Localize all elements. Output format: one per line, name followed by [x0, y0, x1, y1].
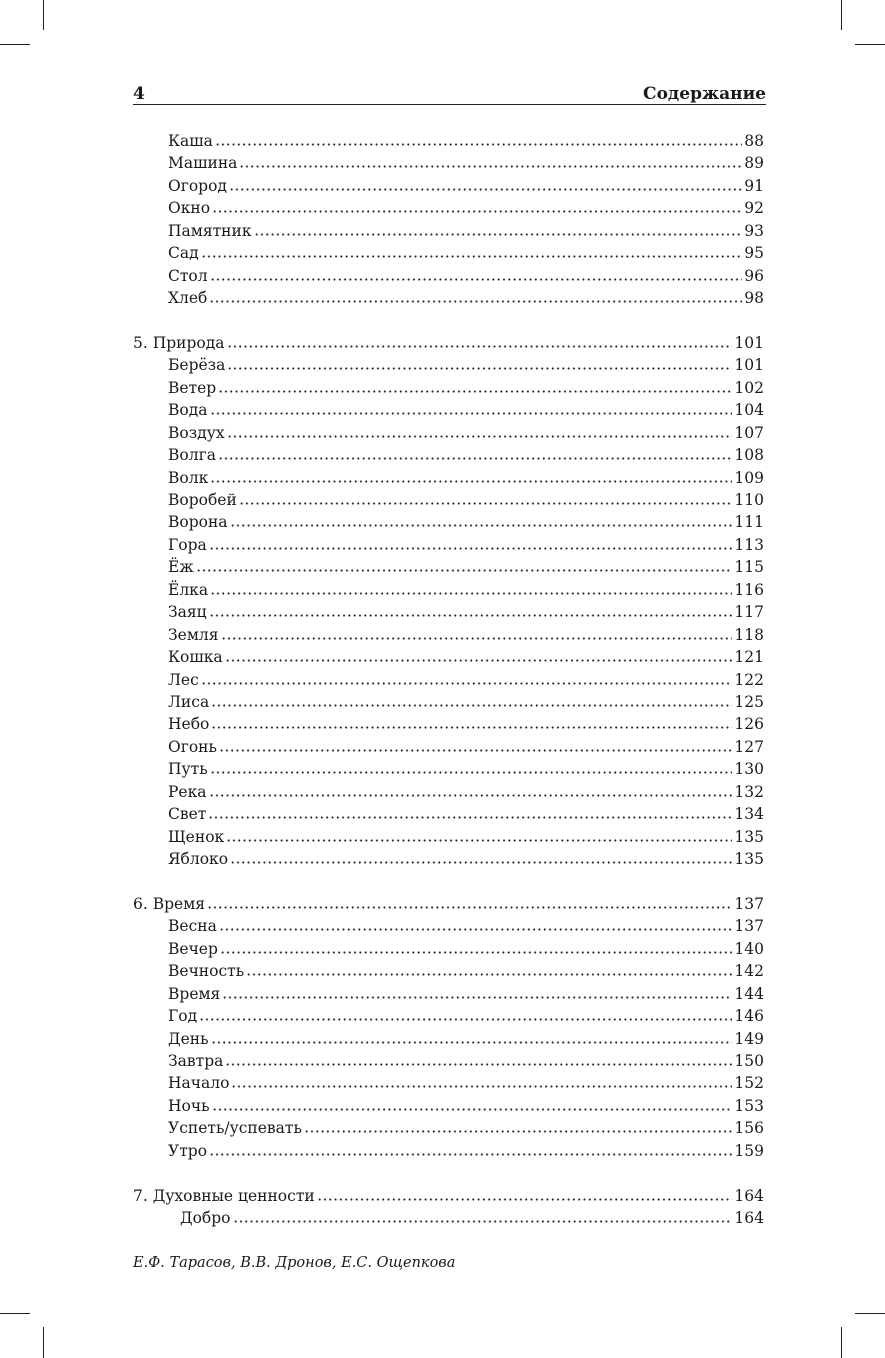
dot-leader	[221, 630, 733, 640]
toc-page-number: 107	[734, 423, 764, 442]
toc-page-number: 118	[734, 625, 764, 644]
toc-entry[interactable]	[133, 511, 764, 533]
dot-leader	[209, 787, 733, 797]
dot-leader	[230, 854, 732, 864]
toc-page-number: 101	[734, 356, 764, 375]
toc-page-number: 164	[734, 1209, 764, 1227]
toc-page-number: 137	[734, 917, 764, 936]
toc-label: 7. Духовные ценности	[133, 1186, 315, 1205]
toc-page-number: 153	[734, 1096, 764, 1115]
toc-page-number: 134	[734, 805, 764, 824]
toc-page-number: 127	[734, 737, 764, 756]
toc-label: Огонь	[168, 737, 217, 756]
toc-page-number: 96	[744, 266, 764, 285]
dot-leader	[210, 764, 733, 774]
toc-label: Каша	[168, 132, 213, 150]
toc-label: Сад	[168, 244, 199, 263]
dot-leader	[196, 562, 733, 572]
toc-label: Памятник	[168, 221, 252, 240]
toc-page-number: 116	[734, 580, 764, 599]
toc-label: 5. Природа	[133, 333, 225, 352]
toc-page-number: 149	[734, 1029, 764, 1048]
dot-leader	[233, 1213, 733, 1223]
toc-page-number: 89	[744, 154, 764, 173]
toc-entry[interactable]	[133, 1028, 764, 1050]
toc-entry[interactable]	[133, 848, 764, 870]
toc-page-number: 125	[734, 692, 764, 711]
toc-label: Время	[168, 984, 221, 1003]
running-header	[133, 84, 766, 105]
toc-page-number: 91	[744, 176, 764, 195]
dot-leader	[246, 966, 732, 976]
toc-label: Огород	[168, 176, 227, 195]
toc-label: Заяц	[168, 603, 207, 622]
dot-leader	[211, 719, 732, 729]
toc-label: Стол	[168, 266, 208, 285]
toc-entry[interactable]	[133, 197, 764, 219]
toc-entry[interactable]	[133, 803, 764, 825]
dot-leader	[227, 360, 732, 370]
toc-entry[interactable]	[133, 175, 764, 197]
toc-page-number: 122	[734, 670, 764, 689]
toc-label: Берёза	[168, 356, 226, 375]
dot-leader	[208, 809, 732, 819]
table-of-contents	[133, 130, 764, 1229]
toc-label: Вода	[168, 401, 208, 420]
toc-entry[interactable]	[133, 983, 764, 1005]
toc-entry[interactable]	[133, 399, 764, 421]
toc-entry[interactable]	[133, 377, 764, 399]
toc-label: Завтра	[168, 1051, 224, 1070]
dot-leader	[209, 293, 742, 303]
dot-leader	[227, 428, 733, 438]
toc-page-number: 150	[734, 1051, 764, 1070]
dot-leader	[207, 899, 732, 909]
crop-mark	[0, 44, 30, 45]
toc-label: Весна	[168, 917, 217, 936]
page-number: 4	[133, 84, 145, 104]
footer-authors: Е.Ф. Тарасов, В.В. Дронов, Е.С. Ощепкова	[133, 1255, 456, 1271]
toc-label: Хлеб	[168, 289, 208, 308]
dot-leader	[209, 540, 733, 550]
toc-label: Вечность	[168, 962, 245, 981]
dot-leader	[212, 203, 742, 213]
toc-entry[interactable]	[133, 601, 764, 623]
dot-leader	[219, 742, 732, 752]
toc-section[interactable]	[133, 893, 764, 915]
toc-entry[interactable]	[133, 534, 764, 556]
toc-label: Год	[168, 1007, 198, 1026]
toc-entry[interactable]	[133, 938, 764, 960]
toc-entry[interactable]	[133, 444, 764, 466]
toc-label: Щенок	[168, 827, 225, 846]
crop-mark	[855, 44, 885, 45]
toc-entry[interactable]	[133, 242, 764, 264]
dot-leader	[199, 1011, 732, 1021]
toc-page-number: 95	[744, 244, 764, 263]
toc-entry[interactable]	[133, 1050, 764, 1072]
toc-label: Ночь	[168, 1096, 210, 1115]
toc-page-number: 101	[734, 333, 764, 352]
toc-entry[interactable]	[133, 713, 764, 735]
toc-label: Гора	[168, 535, 207, 554]
toc-page-number: 144	[734, 984, 764, 1003]
toc-page-number: 108	[734, 446, 764, 465]
dot-leader	[201, 675, 733, 685]
toc-page-number: 109	[734, 468, 764, 487]
toc-label: Окно	[168, 199, 211, 218]
toc-label: 6. Время	[133, 894, 206, 913]
dot-leader	[225, 652, 733, 662]
blank-line	[133, 1162, 764, 1184]
toc-section[interactable]	[133, 332, 764, 354]
toc-entry[interactable]	[133, 579, 764, 601]
toc-label: Воробей	[168, 491, 237, 509]
dot-leader	[239, 495, 733, 505]
toc-entry[interactable]	[133, 960, 764, 982]
toc-page-number: 98	[744, 289, 764, 308]
toc-label: Ёж	[168, 558, 194, 577]
toc-page-number: 132	[734, 782, 764, 801]
dot-leader	[211, 697, 732, 707]
dot-leader	[229, 181, 742, 191]
toc-page-number: 140	[734, 939, 764, 958]
toc-label: Лиса	[168, 692, 210, 711]
dot-leader	[201, 248, 743, 258]
dot-leader	[254, 226, 743, 236]
dot-leader	[210, 271, 743, 281]
toc-entry[interactable]	[133, 781, 764, 803]
toc-label: Лес	[168, 670, 199, 689]
toc-entry[interactable]	[133, 467, 764, 489]
dot-leader	[239, 158, 742, 168]
toc-entry[interactable]	[133, 220, 764, 242]
toc-entry[interactable]	[133, 1005, 764, 1027]
toc-label: Утро	[168, 1141, 208, 1160]
crop-mark	[855, 1313, 885, 1314]
toc-entry[interactable]	[133, 556, 764, 578]
dot-leader	[317, 1191, 733, 1201]
dot-leader	[209, 1146, 732, 1156]
toc-entry[interactable]	[133, 624, 764, 646]
toc-entry[interactable]	[133, 915, 764, 937]
toc-page-number: 104	[734, 401, 764, 420]
dot-leader	[226, 832, 732, 842]
toc-page-number: 159	[734, 1141, 764, 1160]
toc-entry[interactable]	[133, 669, 764, 691]
toc-label: Свет	[168, 805, 207, 824]
dot-leader	[218, 450, 732, 460]
dot-leader	[220, 944, 733, 954]
toc-label: Волк	[168, 468, 209, 487]
toc-label: Земля	[168, 625, 219, 644]
toc-entry[interactable]	[133, 646, 764, 668]
dot-leader	[210, 405, 733, 415]
toc-page-number: 156	[734, 1119, 764, 1138]
crop-mark	[43, 0, 44, 30]
toc-page-number: 93	[744, 221, 764, 240]
toc-label: Добро	[180, 1209, 231, 1227]
toc-label: Небо	[168, 715, 210, 734]
toc-page-number: 137	[734, 894, 764, 913]
dot-leader	[227, 338, 733, 348]
toc-label: Яблоко	[168, 850, 229, 868]
toc-label: Воздух	[168, 423, 225, 442]
running-title: Содержание	[643, 84, 766, 104]
toc-label: Река	[168, 782, 207, 801]
toc-page-number: 88	[744, 132, 764, 150]
toc-label: Ёлка	[168, 580, 209, 599]
toc-page-number: 111	[734, 513, 764, 532]
blank-line	[133, 310, 764, 332]
dot-leader	[210, 585, 732, 595]
toc-page-number: 146	[734, 1007, 764, 1026]
toc-label: Путь	[168, 760, 208, 779]
toc-entry[interactable]	[133, 422, 764, 444]
crop-mark	[0, 1313, 30, 1314]
toc-label: День	[168, 1029, 209, 1048]
toc-page-number: 117	[734, 603, 764, 622]
toc-page-number: 110	[734, 491, 764, 509]
toc-page-number: 135	[734, 827, 764, 846]
dot-leader	[231, 1078, 732, 1088]
toc-page-number: 102	[734, 378, 764, 397]
dot-leader	[215, 136, 742, 146]
dot-leader	[211, 1034, 733, 1044]
toc-label: Ворона	[168, 513, 228, 532]
toc-label: Успеть/успевать	[168, 1119, 302, 1138]
toc-entry[interactable]	[133, 354, 764, 376]
crop-mark	[841, 0, 842, 30]
dot-leader	[222, 989, 732, 999]
toc-entry[interactable]	[133, 1140, 764, 1162]
dot-leader	[225, 1056, 732, 1066]
dot-leader	[230, 517, 733, 527]
toc-entry[interactable]	[133, 489, 764, 511]
dot-leader	[212, 1101, 733, 1111]
toc-entry[interactable]	[133, 152, 764, 174]
toc-page-number: 164	[734, 1186, 764, 1205]
crop-mark	[841, 1327, 842, 1358]
toc-entry[interactable]	[133, 691, 764, 713]
blank-line	[133, 870, 764, 892]
toc-page-number: 152	[734, 1074, 764, 1093]
dot-leader	[304, 1123, 732, 1133]
toc-page-number: 135	[734, 850, 764, 868]
toc-entry[interactable]	[133, 265, 764, 287]
toc-entry[interactable]	[133, 1072, 764, 1094]
toc-entry[interactable]	[133, 130, 764, 152]
toc-page-number: 121	[734, 648, 764, 667]
dot-leader	[209, 607, 733, 617]
toc-page-number: 126	[734, 715, 764, 734]
toc-label: Ветер	[168, 378, 217, 397]
toc-label: Машина	[168, 154, 238, 173]
toc-page-number: 142	[734, 962, 764, 981]
toc-entry[interactable]	[133, 1207, 764, 1229]
toc-entry[interactable]	[133, 1117, 764, 1139]
toc-page-number: 130	[734, 760, 764, 779]
dot-leader	[210, 473, 732, 483]
toc-entry[interactable]	[133, 826, 764, 848]
toc-entry[interactable]	[133, 287, 764, 309]
toc-label: Кошка	[168, 648, 223, 667]
dot-leader	[219, 921, 733, 931]
crop-mark	[43, 1327, 44, 1358]
toc-page-number: 92	[744, 199, 764, 218]
toc-section[interactable]	[133, 1185, 764, 1207]
dot-leader	[218, 383, 732, 393]
toc-label: Начало	[168, 1074, 230, 1093]
toc-page-number: 115	[734, 558, 764, 577]
toc-entry[interactable]	[133, 1095, 764, 1117]
toc-label: Вечер	[168, 939, 218, 958]
toc-entry[interactable]	[133, 758, 764, 780]
toc-page-number: 113	[734, 535, 764, 554]
toc-label: Волга	[168, 446, 216, 465]
toc-entry[interactable]	[133, 736, 764, 758]
